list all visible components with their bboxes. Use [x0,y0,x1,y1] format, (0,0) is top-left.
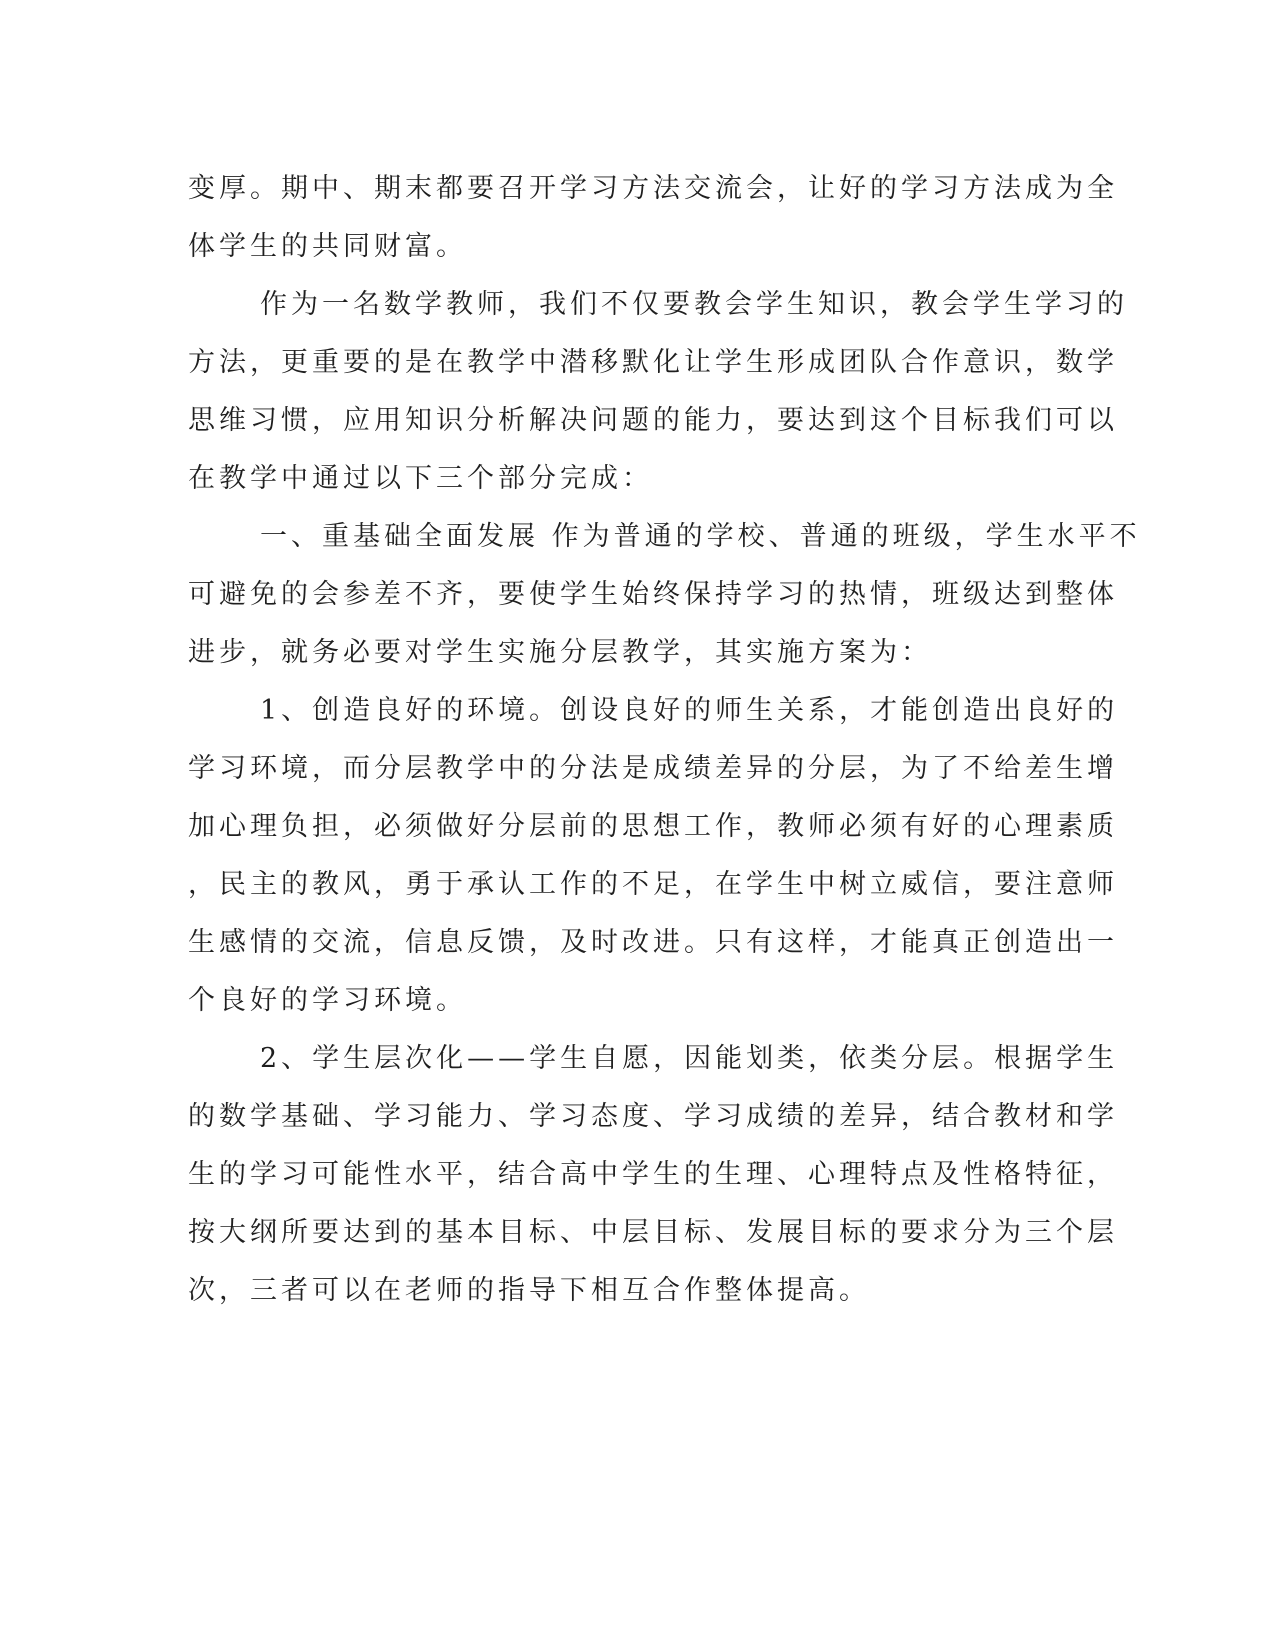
text-line: 个良好的学习环境。 [188,985,467,1016]
text-line: 在教学中通过以下三个部分完成： [188,463,653,494]
text-line: 按大纲所要达到的基本目标、中层目标、发展目标的要求分为三个层 [188,1217,1118,1248]
text-line: 体学生的共同财富。 [188,231,467,262]
text-line: 的数学基础、学习能力、学习态度、学习成绩的差异，结合教材和学 [188,1101,1118,1132]
text-line: 加心理负担，必须做好分层前的思想工作，教师必须有好的心理素质 [188,811,1118,842]
text-line: 变厚。期中、期末都要召开学习方法交流会，让好的学习方法成为全 [188,173,1118,204]
text-line: 进步，就务必要对学生实施分层教学，其实施方案为： [188,637,932,668]
body-text [188,160,1141,1320]
text-line: 思维习惯，应用知识分析解决问题的能力，要达到这个目标我们可以 [188,405,1118,436]
text-line: 可避免的会参差不齐，要使学生始终保持学习的热情，班级达到整体 [188,579,1118,610]
text-line: 次，三者可以在老师的指导下相互合作整体提高。 [188,1275,870,1306]
text-line: 方法，更重要的是在教学中潜移默化让学生形成团队合作意识，数学 [188,347,1118,378]
paragraph-start-line: 2、学生层次化——学生自愿，因能划类，依类分层。根据学生 [260,1043,1119,1074]
text-line: 生感情的交流，信息反馈，及时改进。只有这样，才能真正创造出一 [188,927,1118,958]
paragraph-start-line: 1、创造良好的环境。创设良好的师生关系，才能创造出良好的 [260,695,1119,726]
paragraph-start-line: 作为一名数学教师，我们不仅要教会学生知识，教会学生学习的 [260,289,1128,320]
paragraph-start-line: 一、重基础全面发展 作为普通的学校、普通的班级，学生水平不 [260,521,1141,552]
text-line: 生的学习可能性水平，结合高中学生的生理、心理特点及性格特征， [188,1159,1118,1190]
text-line: ，民主的教风，勇于承认工作的不足，在学生中树立威信，要注意师 [188,869,1118,900]
text-line: 学习环境，而分层教学中的分法是成绩差异的分层，为了不给差生增 [188,753,1118,784]
